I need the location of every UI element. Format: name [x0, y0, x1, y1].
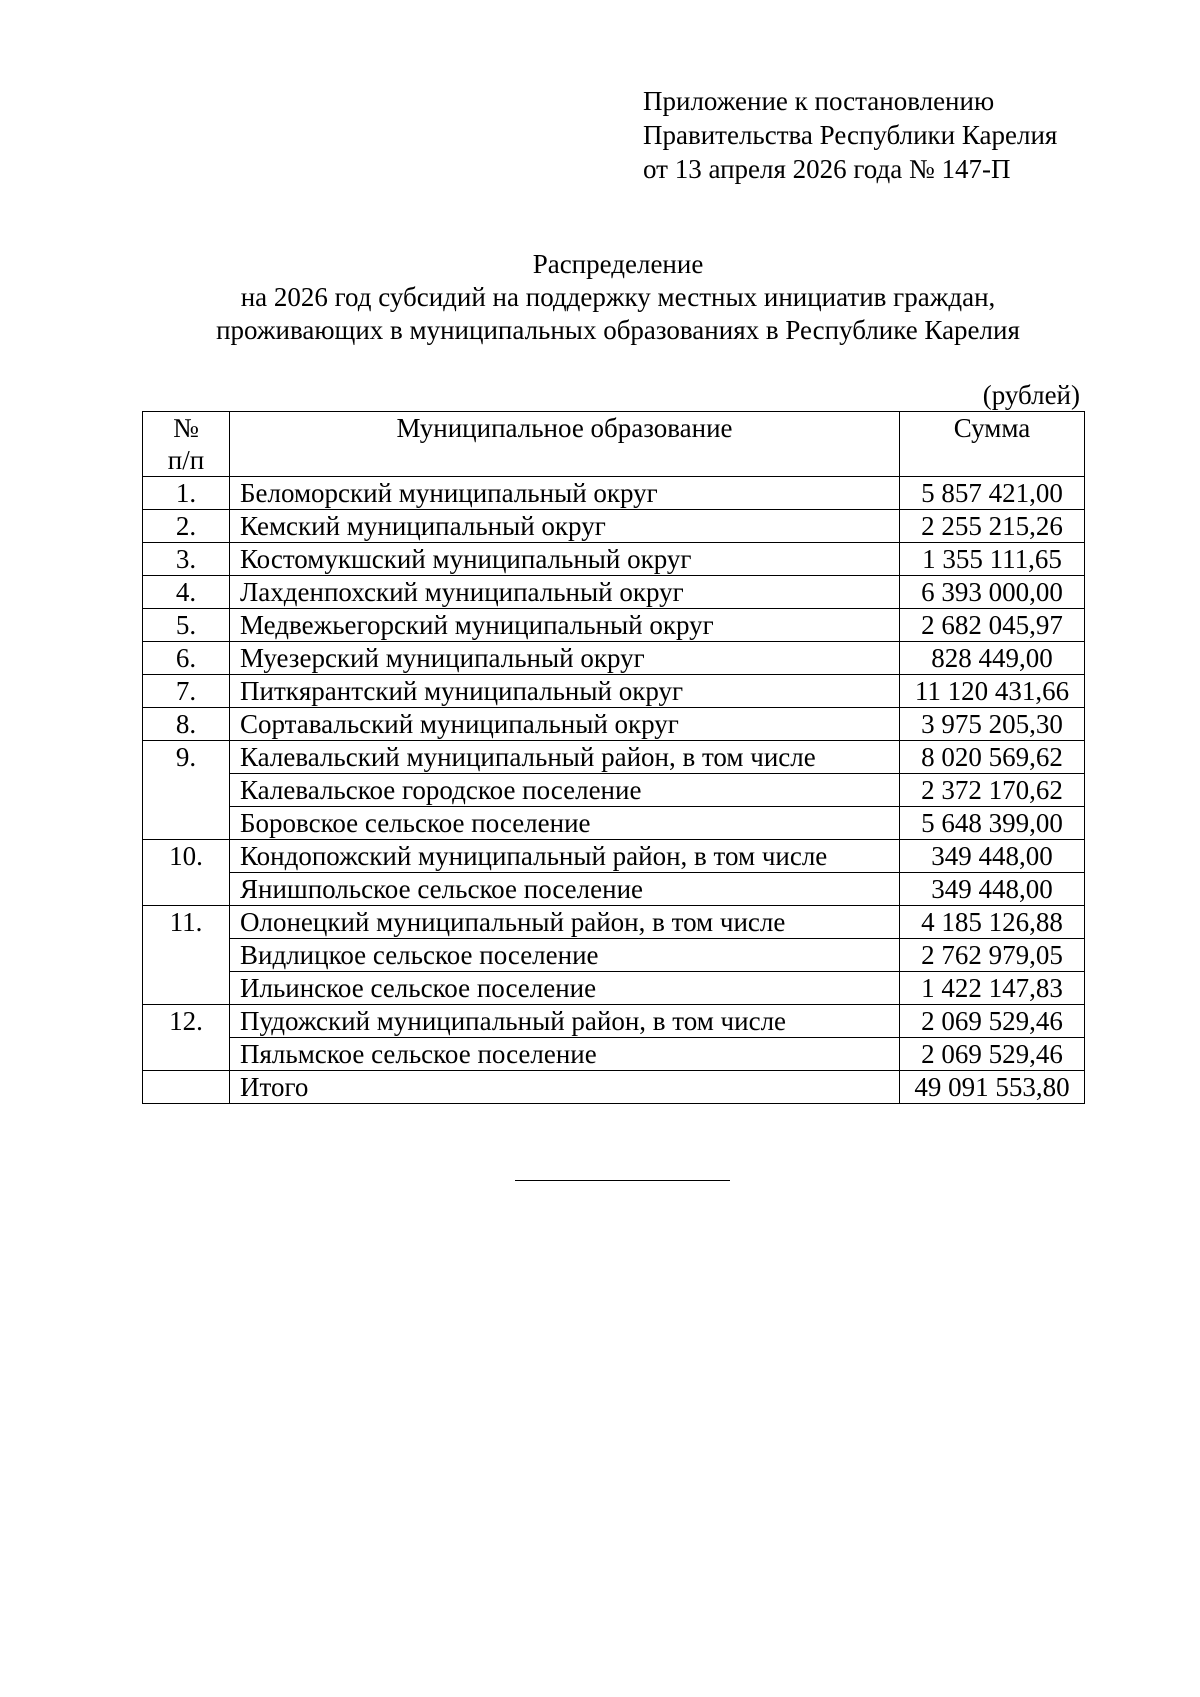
appendix-header — [643, 84, 1057, 186]
row-number: 5. — [143, 609, 230, 642]
municipality-name: Медвежьегорский муниципальный округ — [230, 609, 900, 642]
table-row — [143, 807, 1085, 840]
row-number: 12. — [143, 1005, 230, 1071]
subsidy-amount: 5 857 421,00 — [900, 477, 1085, 510]
table-body — [143, 477, 1085, 1104]
table-row — [143, 510, 1085, 543]
table-row — [143, 840, 1085, 873]
title-line-1: Распределение — [532, 249, 704, 279]
distribution-table — [142, 411, 1085, 1104]
table-row — [143, 972, 1085, 1005]
row-number: 4. — [143, 576, 230, 609]
municipality-name: Питкярантский муниципальный округ — [230, 675, 900, 708]
subsidy-amount: 6 393 000,00 — [900, 576, 1085, 609]
row-number: 6. — [143, 642, 230, 675]
municipality-name: Беломорский муниципальный округ — [230, 477, 900, 510]
row-number: 9. — [143, 741, 230, 840]
subsidy-amount: 349 448,00 — [900, 873, 1085, 906]
total-amount: 49 091 553,80 — [900, 1071, 1085, 1104]
total-label: Итого — [230, 1071, 900, 1104]
table-row — [143, 543, 1085, 576]
municipality-name: Олонецкий муниципальный район, в том числе — [230, 906, 900, 939]
total-row — [143, 1071, 1085, 1104]
municipality-name: Видлицкое сельское поселение — [230, 939, 900, 972]
header-number-line-2: п/п — [167, 445, 205, 475]
table-row — [143, 774, 1085, 807]
table-row — [143, 576, 1085, 609]
row-number: 7. — [143, 675, 230, 708]
total-number — [143, 1071, 230, 1104]
municipality-name: Кемский муниципальный округ — [230, 510, 900, 543]
table-row — [143, 906, 1085, 939]
municipality-name: Муезерский муниципальный округ — [230, 642, 900, 675]
table-row — [143, 741, 1085, 774]
subsidy-amount: 2 069 529,46 — [900, 1005, 1085, 1038]
municipality-name: Лахденпохский муниципальный округ — [230, 576, 900, 609]
row-number: 2. — [143, 510, 230, 543]
subsidy-amount: 5 648 399,00 — [900, 807, 1085, 840]
units-label: (рублей) — [982, 380, 1080, 410]
subsidy-amount: 349 448,00 — [900, 840, 1085, 873]
title-line-3: проживающих в муниципальных образованиях в Республике Карелия — [216, 315, 1020, 345]
table-row — [143, 609, 1085, 642]
appendix-line-1: Приложение к постановлению — [643, 86, 995, 116]
municipality-name: Ильинское сельское поселение — [230, 972, 900, 1005]
row-number: 3. — [143, 543, 230, 576]
subsidy-amount: 2 762 979,05 — [900, 939, 1085, 972]
row-number: 10. — [143, 840, 230, 906]
end-separator-line — [515, 1180, 730, 1181]
municipality-name: Пудожский муниципальный район, в том числе — [230, 1005, 900, 1038]
table-row — [143, 873, 1085, 906]
subsidy-amount: 2 372 170,62 — [900, 774, 1085, 807]
subsidy-amount: 1 422 147,83 — [900, 972, 1085, 1005]
subsidy-amount: 2 255 215,26 — [900, 510, 1085, 543]
table-row — [143, 1038, 1085, 1071]
appendix-line-2: Правительства Республики Карелия — [643, 120, 1058, 150]
subsidy-amount: 828 449,00 — [900, 642, 1085, 675]
row-number: 8. — [143, 708, 230, 741]
table-row — [143, 642, 1085, 675]
municipality-name: Костомукшский муниципальный округ — [230, 543, 900, 576]
subsidy-amount: 2 069 529,46 — [900, 1038, 1085, 1071]
subsidy-amount: 11 120 431,66 — [900, 675, 1085, 708]
table-row — [143, 675, 1085, 708]
header-sum: Сумма — [900, 412, 1085, 477]
appendix-line-3: от 13 апреля 2026 года № 147-П — [643, 154, 1011, 184]
header-number — [143, 412, 230, 477]
table-row — [143, 1005, 1085, 1038]
municipality-name: Кондопожский муниципальный район, в том числе — [230, 840, 900, 873]
header-number-line-1: № — [173, 413, 199, 443]
document-title — [130, 248, 1106, 347]
subsidy-amount: 8 020 569,62 — [900, 741, 1085, 774]
municipality-name: Янишпольское сельское поселение — [230, 873, 900, 906]
municipality-name: Калевальский муниципальный район, в том числе — [230, 741, 900, 774]
subsidy-amount: 2 682 045,97 — [900, 609, 1085, 642]
table-header-row — [143, 412, 1085, 477]
header-municipality: Муниципальное образование — [230, 412, 900, 477]
row-number: 1. — [143, 477, 230, 510]
subsidy-amount: 1 355 111,65 — [900, 543, 1085, 576]
municipality-name: Пяльмское сельское поселение — [230, 1038, 900, 1071]
table-row — [143, 708, 1085, 741]
municipality-name: Боровское сельское поселение — [230, 807, 900, 840]
municipality-name: Сортавальский муниципальный округ — [230, 708, 900, 741]
title-line-2: на 2026 год субсидий на поддержку местных инициатив граждан, — [240, 282, 996, 312]
municipality-name: Калевальское городское поселение — [230, 774, 900, 807]
row-number: 11. — [143, 906, 230, 1005]
subsidy-amount: 3 975 205,30 — [900, 708, 1085, 741]
table-row — [143, 939, 1085, 972]
table-row — [143, 477, 1085, 510]
subsidy-amount: 4 185 126,88 — [900, 906, 1085, 939]
